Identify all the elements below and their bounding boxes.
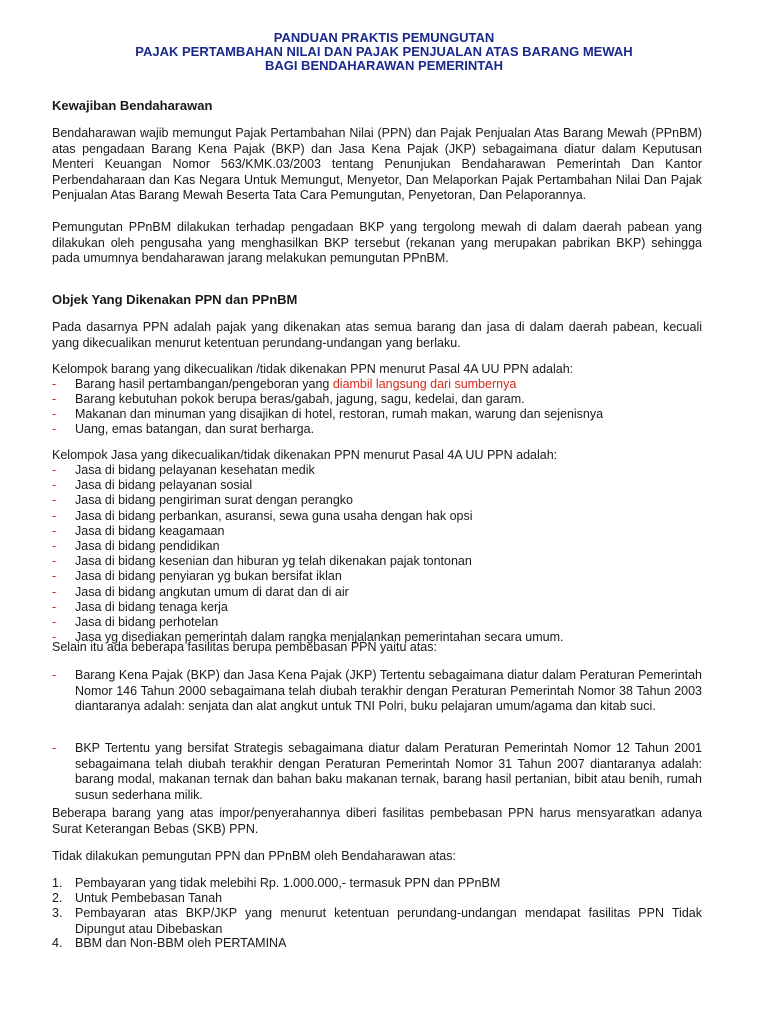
- list-number: 3.: [52, 906, 63, 920]
- heading-objek: Objek Yang Dikenakan PPN dan PPnBM: [52, 292, 298, 307]
- jasa-item: Jasa di bidang tenaga kerja: [75, 600, 228, 614]
- barang-intro: Kelompok barang yang dikecualikan /tidak dikenakan PPN menurut Pasal 4A UU PPN adalah:: [52, 362, 574, 376]
- paragraph-dasar: Pada dasarnya PPN adalah pajak yang dikenakan atas semua barang dan jasa di dalam daerah pabean, kecuali yang dikecualikan menurut ketentuan perundang-undangan yang berlaku.: [52, 320, 702, 350]
- list-number: 4.: [52, 936, 63, 950]
- list-dash: -: [52, 509, 57, 523]
- list-dash: -: [52, 630, 57, 644]
- list-dash: -: [52, 493, 57, 507]
- list-number: 1.: [52, 876, 63, 890]
- list-dash: -: [52, 524, 57, 538]
- jasa-item: Jasa di bidang pendidikan: [75, 539, 220, 553]
- jasa-item: Jasa di bidang pelayanan sosial: [75, 478, 253, 492]
- list-number: 2.: [52, 891, 63, 905]
- jasa-item: Jasa di bidang pelayanan kesehatan medik: [75, 463, 315, 477]
- tidak-intro: Tidak dilakukan pemungutan PPN dan PPnBM oleh Bendaharawan atas:: [52, 849, 456, 863]
- fasilitas-intro: Selain itu ada beberapa fasilitas berupa pembebasan PPN yaitu atas:: [52, 640, 437, 654]
- highlighted-text: diambil langsung dari sumbernya: [332, 377, 517, 391]
- barang-item: Makanan dan minuman yang disajikan di hotel, restoran, rumah makan, warung dan sejenisnya: [75, 407, 604, 421]
- jasa-item: Jasa di bidang pengiriman surat dengan perangko: [75, 493, 353, 507]
- paragraph-kewajiban: Bendaharawan wajib memungut Pajak Pertambahan Nilai (PPN) dan Pajak Penjualan Atas Barang Mewah (PPnBM) atas pengadaan Barang Kena Pajak (BKP) dan Jasa Kena Pajak (JKP) sebagaimana diatur dalam Keputusan Menteri Keuangan Nomor 563/KMK.03/2003 tentang Penunjukan Bendaharawan Pemerintah Dan Kantor Perbendaharaan dan Kas Negara Untuk Memungut, Menyetor, Dan Melaporkan Pajak Pertambahan Nilai Dan Pajak Penjualan Atas Barang Mewah Beserta Tata Cara Pemungutan, Penyetoran, Dan Pelaporannya.: [52, 126, 702, 202]
- list-dash: -: [52, 377, 57, 391]
- jasa-item: Jasa di bidang kesenian dan hiburan yg telah dikenakan pajak tontonan: [75, 554, 472, 568]
- barang-item: Uang, emas batangan, dan surat berharga.: [75, 422, 315, 436]
- jasa-item: Jasa di bidang keagamaan: [75, 524, 225, 538]
- list-dash: -: [52, 569, 57, 583]
- list-dash: -: [52, 463, 57, 477]
- fasilitas-item: BKP Tertentu yang bersifat Strategis sebagaimana diatur dalam Peraturan Pemerintah Nomor 12 Tahun 2001 sebagaimana telah diubah terakhir dengan Peraturan Pemerintah Nomor 31 Tahun 2007 diantaranya adalah: barang modal, makanan ternak dan bahan baku makanan ternak, barang hasil pertanian, bibit atau benih, rumah susun sederhana milik.: [75, 741, 702, 802]
- list-dash: -: [52, 554, 57, 568]
- barang-item-text: Barang hasil pertambangan/pengeboran yang: [75, 377, 333, 391]
- jasa-item: Jasa di bidang perhotelan: [75, 615, 219, 629]
- tidak-item: Pembayaran yang tidak melebihi Rp. 1.000.000,- termasuk PPN dan PPnBM: [75, 876, 501, 890]
- title-line-2: PAJAK PERTAMBAHAN NILAI DAN PAJAK PENJUALAN ATAS BARANG MEWAH: [135, 44, 633, 59]
- title-line-3: BAGI BENDAHARAWAN PEMERINTAH: [264, 58, 504, 73]
- list-dash: -: [52, 392, 57, 406]
- list-dash: -: [52, 668, 57, 682]
- tidak-item: Pembayaran atas BKP/JKP yang menurut ketentuan perundang-undangan mendapat fasilitas PPN Tidak Dipungut atau Dibebaskan: [75, 906, 702, 936]
- jasa-intro: Kelompok Jasa yang dikecualikan/tidak dikenakan PPN menurut Pasal 4A UU PPN adalah:: [52, 448, 558, 462]
- heading-kewajiban: Kewajiban Bendaharawan: [52, 98, 213, 113]
- tidak-item: Untuk Pembebasan Tanah: [75, 891, 223, 905]
- list-dash: -: [52, 585, 57, 599]
- fasilitas-item: Barang Kena Pajak (BKP) dan Jasa Kena Pajak (JKP) Tertentu sebagaimana diatur dalam Peraturan Pemerintah Nomor 146 Tahun 2000 sebagaimana telah diubah terakhir dengan Peraturan Pemerintah Nomor 38 Tahun 2003 diantaranya adalah: senjata dan alat angkut untuk TNI Polri, buku pelajaran umum/agama dan kitab suci.: [75, 668, 702, 713]
- list-dash: -: [52, 539, 57, 553]
- paragraph-skb: Beberapa barang yang atas impor/penyerahannya diberi fasilitas pembebasan PPN harus mensyaratkan adanya Surat Keterangan Bebas (SKB) PPN.: [52, 806, 702, 836]
- barang-item: [75, 377, 516, 393]
- list-dash: -: [52, 615, 57, 629]
- paragraph-ppnbm: Pemungutan PPnBM dilakukan terhadap pengadaan BKP yang tergolong mewah di dalam daerah pabean yang dilakukan oleh pengusaha yang menghasilkan BKP tersebut (rekanan yang merupakan pabrikan BKP) sehingga pada umumnya bendaharawan jarang melakukan pemungutan PPnBM.: [52, 220, 702, 265]
- list-dash: -: [52, 407, 57, 421]
- list-dash: -: [52, 741, 57, 755]
- list-dash: -: [52, 600, 57, 614]
- barang-item: Barang kebutuhan pokok berupa beras/gabah, jagung, sagu, kedelai, dan garam.: [75, 392, 525, 406]
- jasa-item: Jasa yg disediakan pemerintah dalam rangka menjalankan pemerintahan secara umum.: [75, 630, 564, 644]
- title-line-1: PANDUAN PRAKTIS PEMUNGUTAN: [273, 30, 495, 45]
- jasa-item: Jasa di bidang angkutan umum di darat dan di air: [75, 585, 349, 599]
- list-dash: -: [52, 478, 57, 492]
- jasa-item: Jasa di bidang penyiaran yg bukan bersifat iklan: [75, 569, 342, 583]
- jasa-item: Jasa di bidang perbankan, asuransi, sewa guna usaha dengan hak opsi: [75, 509, 473, 523]
- tidak-item: BBM dan Non-BBM oleh PERTAMINA: [75, 936, 287, 950]
- list-dash: -: [52, 422, 57, 436]
